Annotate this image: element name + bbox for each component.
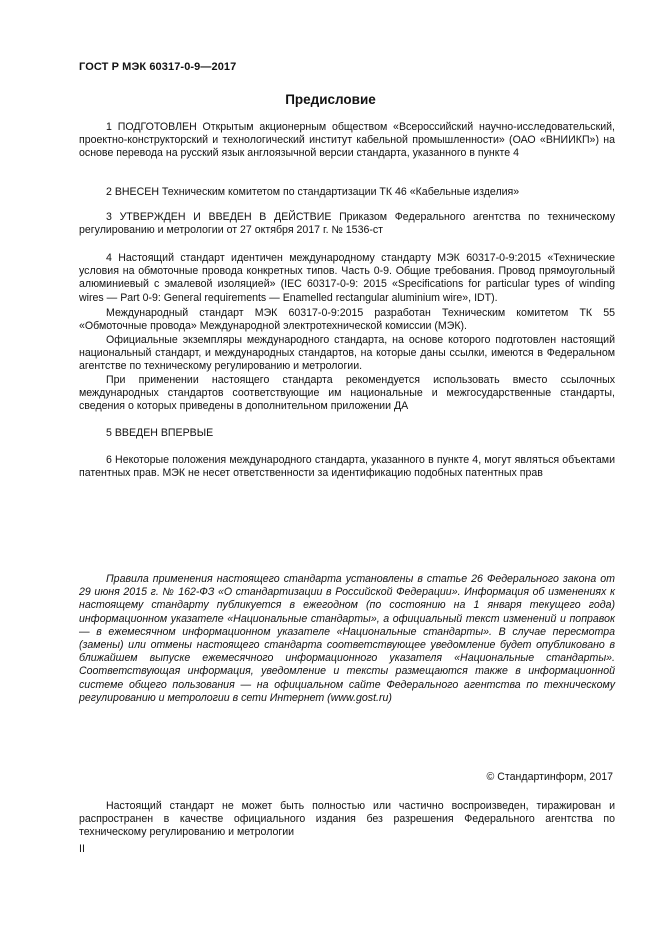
reproduction-notice: Настоящий стандарт не может быть полностью или частично воспроизведен, тиражирован и распространен в качестве официального издания без разрешения Федерального агентства по техническому регулированию и метрологии [79,800,615,839]
application-rules-notice: Правила применения настоящего стандарта установлены в статье 26 Федерального закона от 29 июня 2015 г. № 162-ФЗ «О стандартизации в Российской Федерации». Информация об изменениях к настоящему стандарту публикуется в ежегодном (по состоянию на 1 января текущего года) информационном указателе «Национальные стандарты», а официальный текст изменений и поправок — в ежемесячном информационном указателе «Национальные стандарты». В случае пересмотра (замены) или отмены настоящего стандарта соответствующее уведомление будет опубликовано в ближайшем выпуске ежемесячного информационного указателя «Национальные стандарты». Соответствующая информация, уведомление и тексты размещаются также в информационной системе общего пользования — на официальном сайте Федерального агентства по техническому регулированию и метрологии в сети Интернет (www.gost.ru) [79,573,615,704]
paragraph-5: 5 ВВЕДЕН ВПЕРВЫЕ [106,427,214,439]
paragraph-4: 4 Настоящий стандарт идентичен международному стандарту МЭК 60317-0-9:2015 «Технические условия на обмоточные провода конкретных типов. Часть 0-9. Общие требования. Провод прямоугольный алюминиевый с эмалевой изоляцией» (IEC 60317-0-9: 2015 «Specifications for particular types of winding wires — Part 0-9: General requirements — Enamelled rectangular aluminium wire», IDT). [79,252,615,304]
document-code-header: ГОСТ Р МЭК 60317-0-9—2017 [79,61,237,73]
paragraph-3: 3 УТВЕРЖДЕН И ВВЕДЕН В ДЕЙСТВИЕ Приказом Федерального агентства по техническому регулированию и метрологии от 27 октября 2017 г. № 1536-ст [79,211,615,237]
paragraph-4-intl-standard: Международный стандарт МЭК 60317-0-9:2015 разработан Техническим комитетом ТК 55 «Обмоточные провода» Международной электротехнической комиссии (МЭК). [79,307,615,333]
paragraph-4-official-copies: Официальные экземпляры международного стандарта, на основе которого подготовлен настоящий национальный стандарт, и международных стандартов, на которые даны ссылки, имеются в Федеральном агентстве по техническому регулированию и метрологии. [79,334,615,373]
paragraph-1: 1 ПОДГОТОВЛЕН Открытым акционерным обществом «Всероссийский научно-исследовательский, проектно-конструкторский и технологический институт кабельной промышленности» (ОАО «ВНИИКП») на основе перевода на русский язык англоязычной версии стандарта, указанного в пункте 4 [79,121,615,160]
page-title: Предисловие [285,92,376,107]
page-number: II [79,843,85,855]
copyright-line: © Стандартинформ, 2017 [486,771,613,783]
paragraph-4-usage: При применении настоящего стандарта рекомендуется использовать вместо ссылочных международных стандартов соответствующие им национальные и межгосударственные стандарты, сведения о которых приведены в дополнительном приложении ДА [79,374,615,413]
paragraph-2: 2 ВНЕСЕН Техническим комитетом по стандартизации ТК 46 «Кабельные изделия» [106,186,520,198]
paragraph-6: 6 Некоторые положения международного стандарта, указанного в пункте 4, могут являться объектами патентных прав. МЭК не несет ответственности за идентификацию подобных патентных прав [79,454,615,480]
